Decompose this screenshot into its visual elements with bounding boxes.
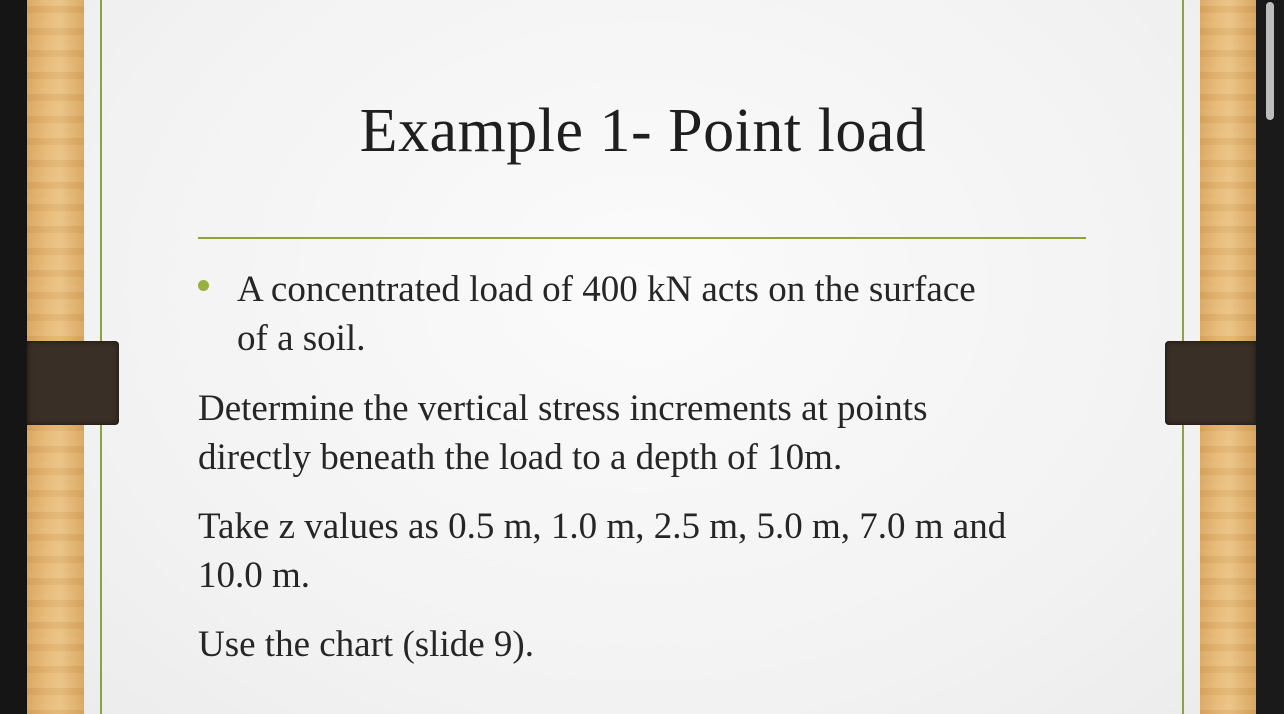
slide-title: Example 1- Point load [359,97,927,165]
bullet-dot-icon [198,280,209,291]
binder-clip-right [1165,341,1256,425]
paragraph-line: directly beneath the load to a depth of 10m. [198,437,843,478]
scrollbar-thumb[interactable] [1266,2,1274,120]
bullet-line: of a soil. [237,318,366,359]
paragraph-determine [198,384,928,482]
paragraph-line: Take z values as 0.5 m, 1.0 m, 2.5 m, 5.0 m, 7.0 m and [198,506,1007,547]
binder-clip-left [27,341,119,425]
paragraph-line: Determine the vertical stress increments at points [198,388,928,429]
paragraph-z-values [198,502,1006,600]
paragraph-line: Use the chart (slide 9). [198,624,534,665]
bullet-item [237,265,976,363]
bullet-line: A concentrated load of 400 kN acts on the surface [237,269,976,310]
title-divider [198,237,1086,239]
paragraph-use-chart [198,620,534,669]
paragraph-line: 10.0 m. [198,555,311,596]
